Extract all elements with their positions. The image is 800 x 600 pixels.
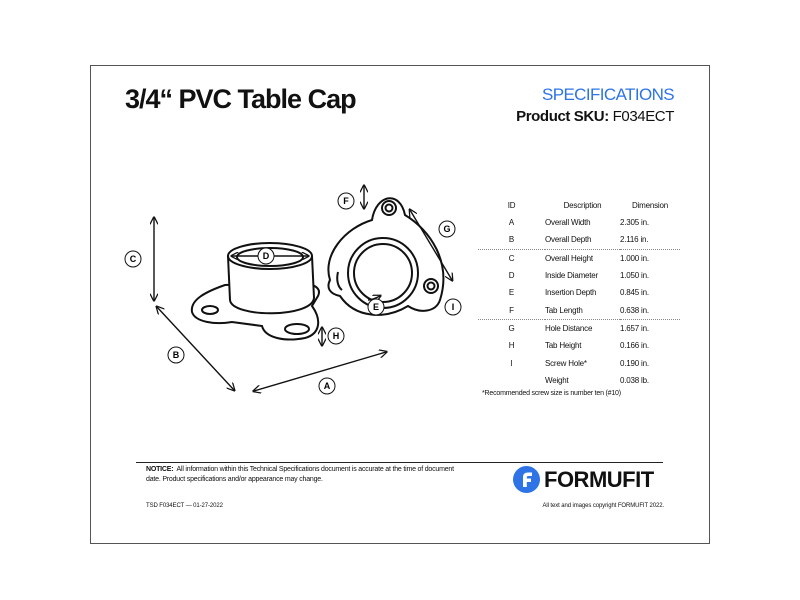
specifications-heading: SPECIFICATIONS <box>541 85 674 104</box>
brand-name: FORMUFIT <box>544 466 654 492</box>
sku-value: F034ECT <box>612 108 674 125</box>
brand-logo <box>513 466 654 493</box>
notice-label: NOTICE: <box>146 466 174 473</box>
footer-divider <box>136 462 663 463</box>
column-header-id: ID <box>507 201 516 210</box>
callout-f <box>338 193 354 209</box>
callout-c <box>125 251 141 267</box>
table-row: D Inside Diameter 1.050 in. <box>508 271 649 281</box>
svg-text:F: F <box>343 196 349 206</box>
callout-a <box>319 378 335 394</box>
specifications-table <box>478 197 680 389</box>
table-row: C Overall Height 1.000 in. <box>508 253 649 263</box>
svg-text:B: B <box>172 350 180 360</box>
side-view-part <box>192 243 319 340</box>
svg-text:G: G <box>443 224 451 234</box>
svg-text:D: D <box>262 251 270 261</box>
callout-g <box>439 221 455 237</box>
callout-i <box>445 299 461 315</box>
column-header-dimension: Dimension <box>632 201 668 210</box>
table-row: H Tab Height 0.166 in. <box>508 341 649 351</box>
table-header-row <box>478 197 680 214</box>
callout-h <box>328 328 344 344</box>
table-row: Weight 0.038 lb. <box>545 375 649 385</box>
notice-body: All information within this Technical Specifications document is accurate at the time of document date. Product specifications and/or appearance may change. <box>146 466 454 483</box>
table-row: I Screw Hole* 0.190 in. <box>510 358 649 368</box>
callout-e <box>368 299 384 315</box>
svg-text:H: H <box>332 331 340 341</box>
table-row: A Overall Width 2.305 in. <box>508 218 649 228</box>
svg-text:A: A <box>323 381 331 391</box>
table-footnote: *Recommended screw size is number ten (#10) <box>482 390 621 397</box>
copyright-text: All text and images copyright FORMUFIT 2022. <box>542 503 664 509</box>
document-id: TSD F034ECT — 01-27-2022 <box>146 503 223 509</box>
sku-label: Product SKU: <box>516 108 609 125</box>
product-drawing <box>115 180 465 400</box>
formufit-logo-icon <box>513 466 540 493</box>
table-row: F Tab Length 0.638 in. <box>478 301 680 319</box>
table-row: B Overall Depth 2.116 in. <box>478 231 680 249</box>
notice-text <box>146 465 461 485</box>
column-header-description: Description <box>563 201 602 210</box>
svg-text:C: C <box>129 254 137 264</box>
product-sku <box>516 108 674 125</box>
table-row: G Hole Distance 1.657 in. <box>508 323 649 333</box>
callout-d <box>258 248 274 264</box>
top-view-part <box>328 198 443 315</box>
page-title: 3/4“ PVC Table Cap <box>125 84 356 114</box>
svg-text:I: I <box>451 302 455 312</box>
table-row: E Insertion Depth 0.845 in. <box>508 288 649 298</box>
svg-text:E: E <box>372 302 380 312</box>
callout-b <box>168 347 184 363</box>
